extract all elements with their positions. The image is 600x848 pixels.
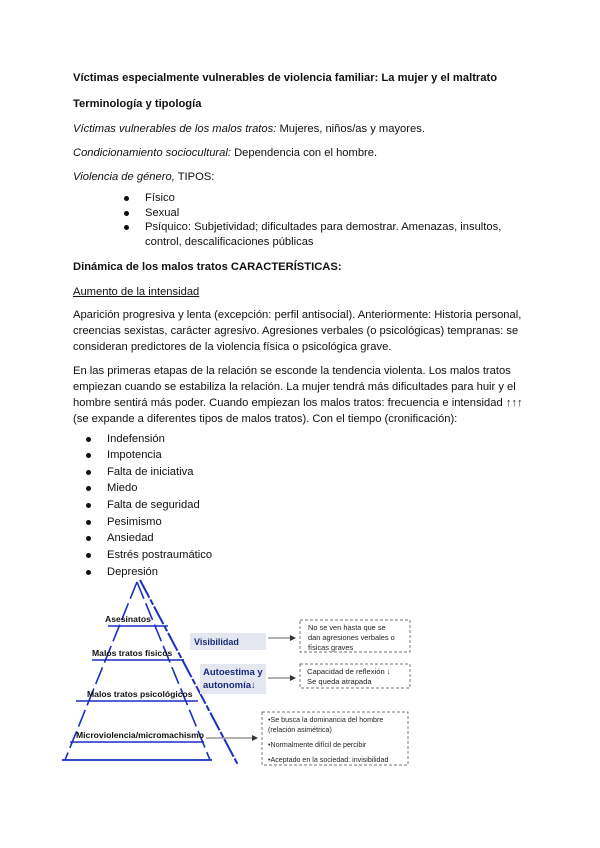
list-item-effect: Falta de iniciativa	[107, 464, 193, 481]
para1-line: consideran predictores de la violencia física o psicológica grave.	[73, 341, 392, 353]
arrow-head-icon	[252, 735, 258, 741]
para2-line: En las primeras etapas de la relación se esconde la tendencia violenta. Los malos tratos	[73, 365, 511, 377]
autoestima-label-line2: autonomía↓	[203, 680, 256, 691]
list-item-effect: Depresión	[107, 564, 158, 581]
list-item-effect: Indefensión	[107, 431, 165, 448]
note-box-line: dan agresiones verbales o	[308, 633, 395, 642]
list-item-effect: Ansiedad	[107, 530, 154, 547]
level-label-asesinatos: Asesinatos	[105, 614, 151, 624]
list-item-effect: Falta de seguridad	[107, 497, 200, 514]
para2-line: (se expande a diferentes tipos de malos tratos). Con el tiempo (cronificación):	[73, 413, 458, 425]
note-box-line: Se queda atrapada	[307, 677, 372, 686]
note-box-line: (relación asimétrica)	[268, 726, 332, 734]
section-heading-dinamica: Dinámica de los malos tratos CARACTERÍSTICAS:	[73, 261, 342, 273]
list-item-effect: Impotencia	[107, 447, 162, 464]
condicionamiento-value: Dependencia con el hombre.	[234, 147, 378, 159]
level-label-microviolencia: Microviolencia/micromachismo	[76, 730, 204, 740]
list-item-effect: Estrés postraumático	[107, 547, 212, 564]
list-item-tipo: Físico	[145, 190, 175, 207]
para1-line: creencias sexistas, carácter agresivo. Agresiones verbales (o psicológicas) tempranas: se	[73, 325, 519, 337]
violencia-label: Violencia de género,	[73, 171, 175, 183]
subheading-aumento: Aumento de la intensidad	[73, 286, 200, 298]
autoestima-label-line1: Autoestima y	[203, 667, 263, 678]
para2-line: empiezan cuando se estabiliza la relación. La mujer tendrá más dificultades para huir y el	[73, 381, 516, 393]
level-label-fisicos: Malos tratos físicos	[92, 648, 173, 658]
para1-line: Aparición progresiva y lenta (excepción: perfil antisocial). Anteriormente: Historia personal,	[73, 309, 522, 321]
note-box-line: físicas graves	[308, 643, 354, 652]
note-box-line: •Aceptado en la sociedad: invisibilidad	[268, 756, 389, 764]
list-item-effect: Miedo	[107, 480, 137, 497]
list-item-tipo: Sexual	[145, 205, 179, 222]
arrow-head-icon	[290, 675, 296, 681]
page-title: Víctimas especialmente vulnerables de violencia familiar: La mujer y el maltrato	[73, 72, 498, 84]
list-item-tipo: Psíquico: Subjetividad; dificultades para demostrar. Amenazas, insultos,	[145, 219, 501, 236]
note-box-line: •Se busca la dominancia del hombre	[268, 716, 384, 724]
visibilidad-label: Visibilidad	[194, 637, 239, 647]
victimas-value: Mujeres, niños/as y mayores.	[279, 123, 425, 135]
note-box-line: Capacidad de reflexión ↓	[307, 667, 391, 676]
section-heading-terminologia: Terminología y tipología	[73, 98, 202, 110]
note-box-line: No se ven hasta que se	[308, 623, 386, 632]
violencia-value: TIPOS:	[177, 171, 215, 183]
victimas-label: Víctimas vulnerables de los malos tratos:	[73, 123, 277, 135]
note-box-line: •Normalmente difícil de percibir	[268, 741, 367, 749]
level-label-psicologicos: Malos tratos psicológicos	[87, 689, 193, 699]
arrow-head-icon	[290, 635, 296, 641]
condicionamiento-label: Condicionamiento sociocultural:	[73, 147, 231, 159]
list-item-tipo-cont: control, descalificaciones públicas	[145, 236, 314, 248]
list-item-effect: Pesimismo	[107, 514, 162, 531]
para2-line: hombre sentirá más poder. Cuando empiezan los malos tratos: frecuencia e intensidad ↑↑↑	[73, 397, 523, 409]
